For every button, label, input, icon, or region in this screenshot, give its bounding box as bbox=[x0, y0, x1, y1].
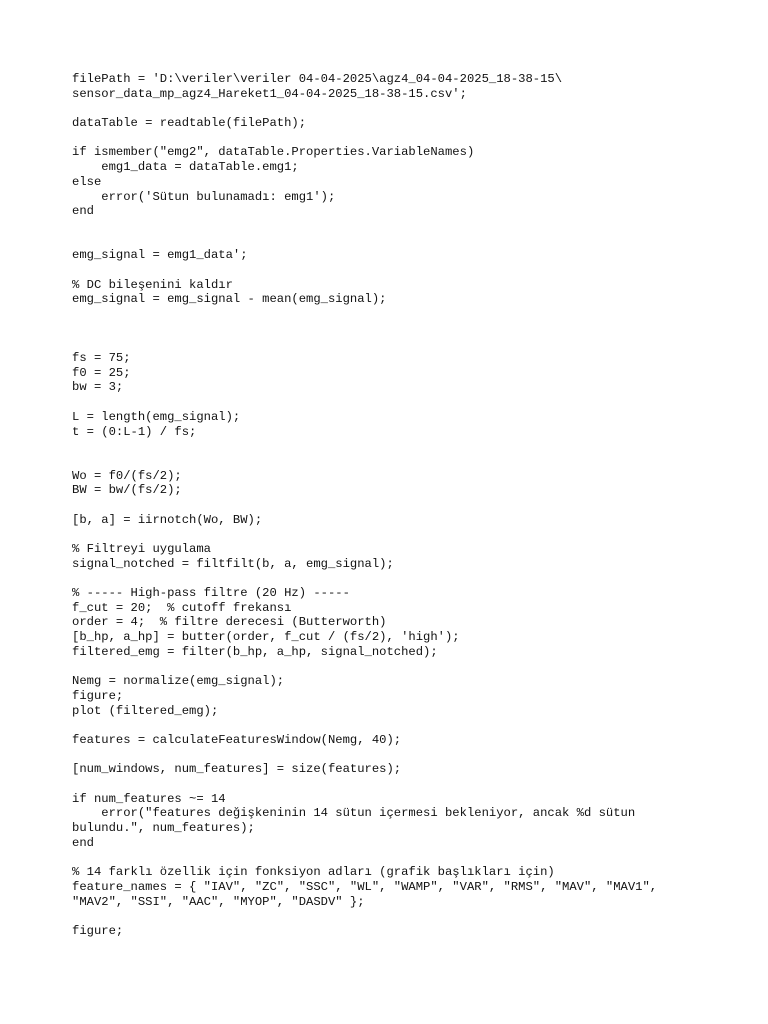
code-line bbox=[72, 131, 712, 146]
code-line bbox=[72, 850, 712, 865]
code-line: bw = 3; bbox=[72, 380, 124, 395]
code-listing bbox=[72, 72, 712, 939]
code-line: order = 4; % filtre derecesi (Butterworth) bbox=[72, 615, 387, 630]
code-line: [num_windows, num_features] = size(features); bbox=[72, 762, 402, 777]
code-line bbox=[72, 101, 712, 116]
code-line bbox=[72, 439, 712, 454]
code-line: [b_hp, a_hp] = butter(order, f_cut / (fs/2), 'high'); bbox=[72, 630, 460, 645]
code-line: end bbox=[72, 835, 94, 850]
code-line: bulundu.", num_features); bbox=[72, 821, 255, 836]
code-line bbox=[72, 527, 712, 542]
code-line bbox=[72, 234, 712, 249]
code-line bbox=[72, 748, 712, 763]
code-line: end bbox=[72, 204, 94, 219]
code-line bbox=[72, 322, 712, 337]
code-line: else bbox=[72, 174, 102, 189]
code-line: error("features değişkeninin 14 sütun içermesi bekleniyor, ancak %d sütun bbox=[72, 806, 636, 821]
code-line: fs = 75; bbox=[72, 351, 131, 366]
code-line bbox=[72, 395, 712, 410]
code-line: "MAV2", "SSI", "AAC", "MYOP", "DASDV" }; bbox=[72, 894, 365, 909]
code-line: % DC bileşenini kaldır bbox=[72, 277, 233, 292]
code-line: filtered_emg = filter(b_hp, a_hp, signal_notched); bbox=[72, 644, 438, 659]
code-line bbox=[72, 909, 712, 924]
code-line: feature_names = { "IAV", "ZC", "SSC", "WL", "WAMP", "VAR", "RMS", "MAV", "MAV1", bbox=[72, 879, 658, 894]
code-line: Wo = f0/(fs/2); bbox=[72, 468, 182, 483]
code-line: sensor_data_mp_agz4_Hareket1_04-04-2025_18-38-15.csv'; bbox=[72, 86, 467, 101]
code-line: signal_notched = filtfilt(b, a, emg_signal); bbox=[72, 556, 394, 571]
code-line: figure; bbox=[72, 688, 124, 703]
code-line: if ismember("emg2", dataTable.Properties.VariableNames) bbox=[72, 145, 475, 160]
code-line bbox=[72, 336, 712, 351]
code-line: if num_features ~= 14 bbox=[72, 791, 226, 806]
code-line: L = length(emg_signal); bbox=[72, 409, 241, 424]
code-line: error('Sütun bulunamadı: emg1'); bbox=[72, 189, 336, 204]
code-line: f0 = 25; bbox=[72, 365, 131, 380]
code-line bbox=[72, 454, 712, 469]
code-line bbox=[72, 307, 712, 322]
code-line: Nemg = normalize(emg_signal); bbox=[72, 674, 285, 689]
code-line: emg_signal = emg1_data'; bbox=[72, 248, 248, 263]
code-line bbox=[72, 263, 712, 278]
code-line: t = (0:L-1) / fs; bbox=[72, 424, 197, 439]
code-line: % ----- High-pass filtre (20 Hz) ----- bbox=[72, 586, 350, 601]
code-line: features = calculateFeaturesWindow(Nemg, 40); bbox=[72, 732, 402, 747]
code-line bbox=[72, 498, 712, 513]
code-line: f_cut = 20; % cutoff frekansı bbox=[72, 600, 292, 615]
code-line: BW = bw/(fs/2); bbox=[72, 483, 182, 498]
code-line: filePath = 'D:\veriler\veriler 04-04-2025\agz4_04-04-2025_18-38-15\ bbox=[72, 72, 563, 86]
code-line: emg_signal = emg_signal - mean(emg_signal); bbox=[72, 292, 387, 307]
code-line bbox=[72, 660, 712, 675]
code-line bbox=[72, 571, 712, 586]
code-line bbox=[72, 777, 712, 792]
code-line: plot (filtered_emg); bbox=[72, 703, 219, 718]
code-line: % Filtreyi uygulama bbox=[72, 542, 211, 556]
code-line: % 14 farklı özellik için fonksiyon adları (grafik başlıkları için) bbox=[72, 865, 555, 880]
code-line: figure; bbox=[72, 923, 124, 938]
code-line: [b, a] = iirnotch(Wo, BW); bbox=[72, 512, 263, 527]
code-line: emg1_data = dataTable.emg1; bbox=[72, 160, 299, 175]
code-line: dataTable = readtable(filePath); bbox=[72, 116, 307, 131]
code-line bbox=[72, 219, 712, 234]
code-line bbox=[72, 718, 712, 733]
